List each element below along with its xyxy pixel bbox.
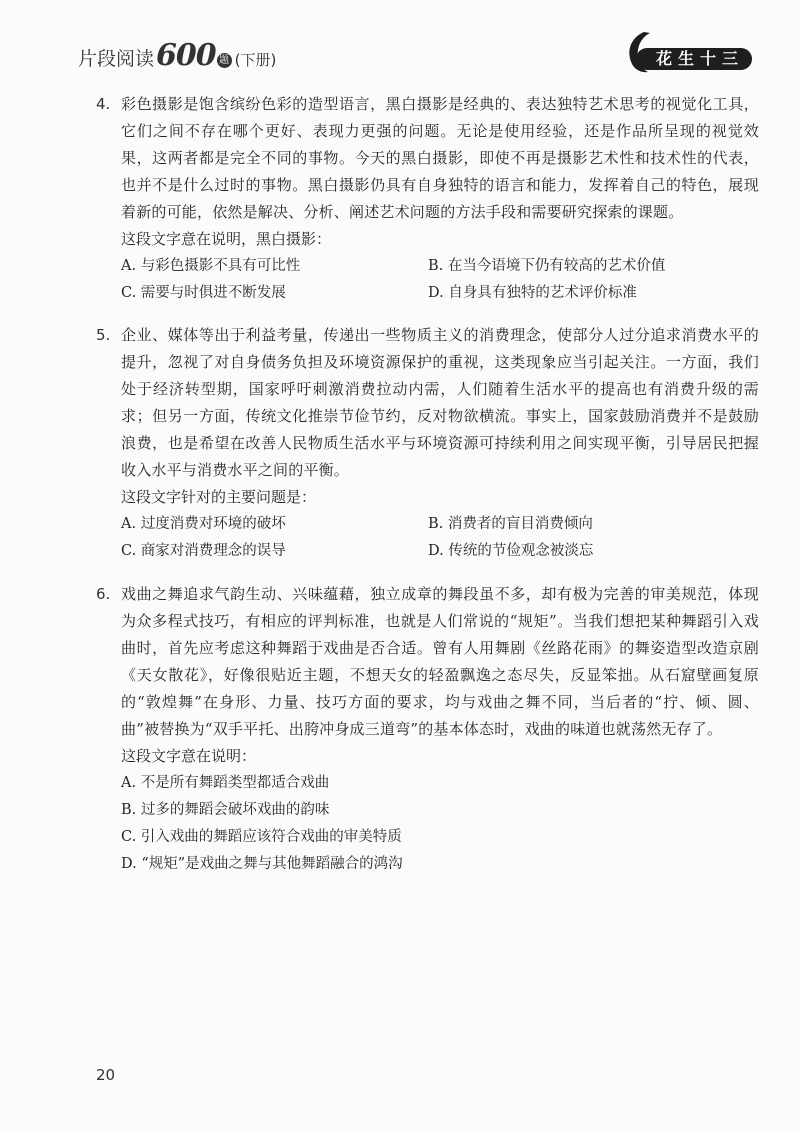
question-stem: 企业、媒体等出于利益考量，传递出一些物质主义的消费理念，使部分人过分追求消费水平的提升，忽视了对自身债务负担及环境资源保护的重视，这类现象应当引起关注。一方面，我们处于经济转型期，国家呼吁刺激消费拉动内需，人们随着生活水平的提高也有消费升级的需求；但另一方面，传统文化推崇节俭节约，反对物欲横流。事实上，国家鼓励消费并不是鼓励浪费，也是希望在改善人民物质生活水平与环境资源可持续利用之间实现平衡，引导居民把握收入水平与消费水平之间的平衡。 xyxy=(121,326,759,479)
question-number: 4. xyxy=(96,95,111,113)
question-prompt: 这段文字意在说明，黑白摄影： xyxy=(121,230,332,248)
question-number: 5. xyxy=(96,326,111,344)
book-volume: (下册) xyxy=(234,51,277,69)
option-text: 过多的舞蹈会破坏戏曲的韵味 xyxy=(140,802,330,818)
option-letter: D. xyxy=(428,543,444,559)
option-letter: D. xyxy=(428,285,444,301)
option-letter: A. xyxy=(121,516,137,532)
option-text: 与彩色摄影不具有可比性 xyxy=(140,258,301,274)
option-letter: C. xyxy=(121,543,137,559)
option-b[interactable] xyxy=(121,797,329,824)
option-a[interactable] xyxy=(121,770,329,797)
option-text: 不是所有舞蹈类型都适合戏曲 xyxy=(140,775,330,791)
option-b[interactable] xyxy=(428,253,665,280)
book-title-prefix: 片段阅读 xyxy=(78,48,155,70)
option-letter: B. xyxy=(428,516,444,532)
option-b[interactable] xyxy=(428,511,593,538)
option-letter: C. xyxy=(121,829,137,845)
brand-name: 花生十三 xyxy=(656,49,745,68)
option-d[interactable] xyxy=(428,280,637,307)
option-letter: D. xyxy=(121,856,137,872)
option-letter: A. xyxy=(121,258,137,274)
option-text: 过度消费对环境的破坏 xyxy=(140,516,286,532)
option-text: 商家对消费理念的误导 xyxy=(140,543,286,559)
option-letter: A. xyxy=(121,775,137,791)
option-letter: B. xyxy=(428,258,444,274)
option-a[interactable] xyxy=(121,511,286,538)
option-text: 引入戏曲的舞蹈应该符合戏曲的审美特质 xyxy=(140,829,402,845)
brand-logo xyxy=(622,30,754,76)
option-letter: C. xyxy=(121,285,137,301)
option-text: 自身具有独特的艺术评价标准 xyxy=(448,285,637,301)
page-header xyxy=(78,38,276,73)
option-d[interactable] xyxy=(121,851,403,878)
option-a[interactable] xyxy=(121,253,300,280)
brand-swash-icon xyxy=(622,30,656,76)
option-letter: B. xyxy=(121,802,137,818)
page-number: 20 xyxy=(96,1066,116,1084)
option-text: 需要与时俱进不断发展 xyxy=(140,285,286,301)
question-prompt: 这段文字意在说明： xyxy=(121,747,257,765)
option-text: “规矩”是戏曲之舞与其他舞蹈融合的鸿沟 xyxy=(141,856,403,872)
book-title-measure: 题 xyxy=(217,53,232,68)
book-title-number: 600 xyxy=(156,38,216,73)
question-stem: 戏曲之舞追求气韵生动、兴味蕴藉，独立成章的舞段虽不多，却有极为完善的审美规范，体现为众多程式技巧，有相应的评判标准，也就是人们常说的“规矩”。当我们想把某种舞蹈引入戏曲时，首先应考虑这种舞蹈于戏曲是否合适。曾有人用舞剧《丝路花雨》的舞姿造型改造京剧《天女散花》，好像很贴近主题，不想天女的轻盈飘逸之态尽失，反显笨拙。从石窟壁画复原的“敦煌舞”在身形、力量、技巧方面的要求，均与戏曲之舞不同，当后者的“拧、倾、圆、曲”被替换为“双手平托、出胯冲身成三道弯”的基本体态时，戏曲的味道也就荡然无存了。 xyxy=(121,585,759,738)
question-prompt: 这段文字针对的主要问题是： xyxy=(121,488,317,506)
option-d[interactable] xyxy=(428,538,593,565)
option-c[interactable] xyxy=(121,824,402,851)
option-c[interactable] xyxy=(121,280,286,307)
option-text: 在当今语境下仍有较高的艺术价值 xyxy=(447,258,666,274)
question-number: 6. xyxy=(96,585,111,603)
option-c[interactable] xyxy=(121,538,286,565)
option-text: 传统的节俭观念被淡忘 xyxy=(448,543,594,559)
option-text: 消费者的盲目消费倾向 xyxy=(447,516,593,532)
question-stem: 彩色摄影是饱含缤纷色彩的造型语言，黑白摄影是经典的、表达独特艺术思考的视觉化工具，它们之间不存在哪个更好、表现力更强的问题。无论是使用经验，还是作品所呈现的视觉效果，这两者都是完全不同的事物。今天的黑白摄影，即使不再是摄影艺术性和技术性的代表，也并不是什么过时的事物。黑白摄影仍具有自身独特的语言和能力，发挥着自己的特色，展现着新的可能，依然是解决、分析、阐述艺术问题的方法手段和需要研究探索的课题。 xyxy=(121,95,759,221)
